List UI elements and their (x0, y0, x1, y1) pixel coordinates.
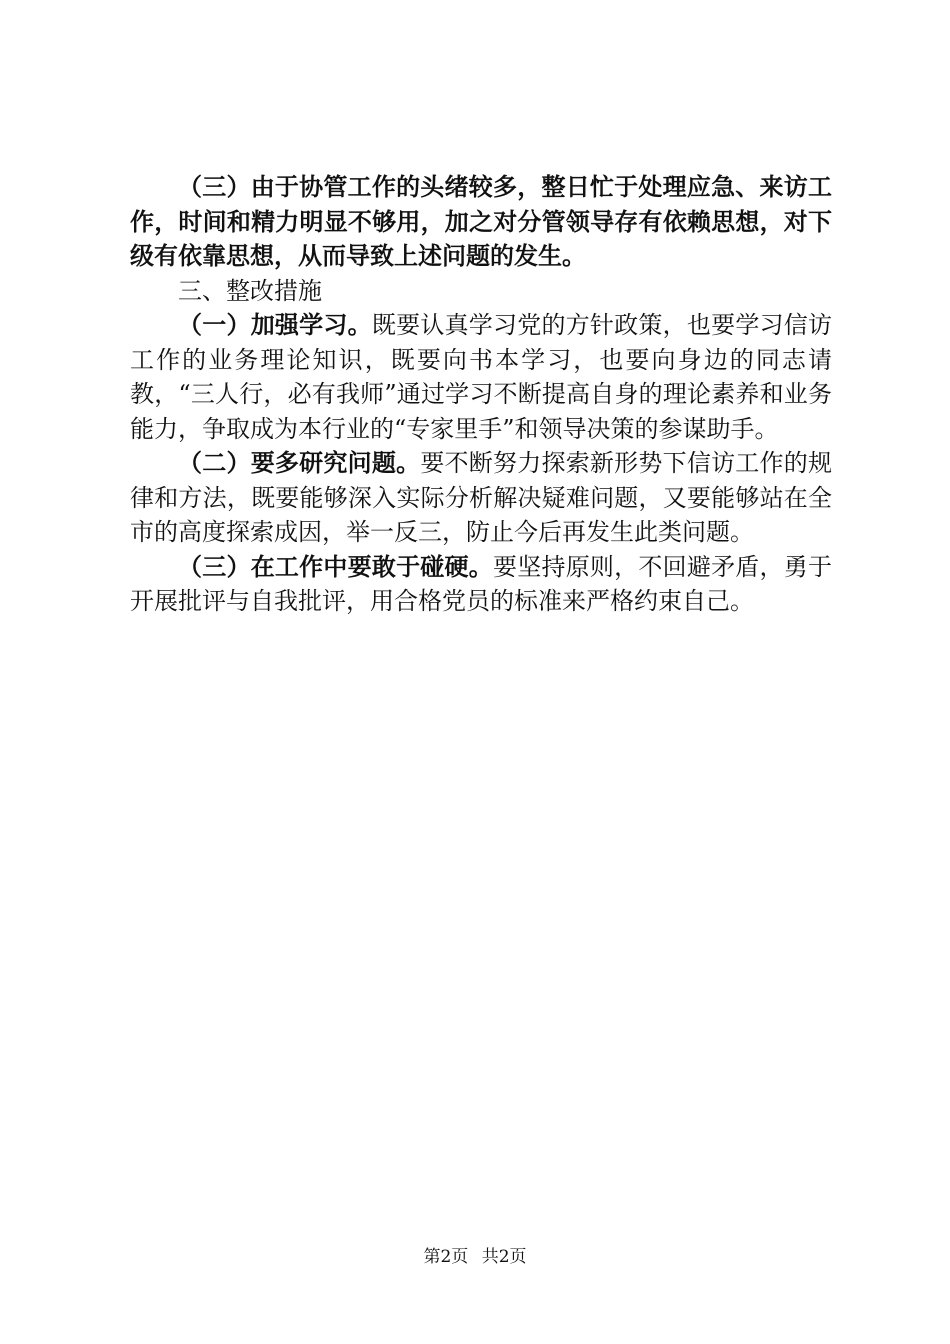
paragraph-text: （三）由于协管工作的头绪较多，整日忙于处理应急、来访工作，时间和精力明显不够用，加之对分管领导存有依赖思想，对下级有依靠思想，从而导致上述问题的发生。 (130, 173, 832, 270)
page-total: 共2页 (481, 1247, 527, 1267)
measure-text: 要不断努力探索新形势下信访工作的规律和方法，既要能够深入实际分析解决疑难问题，又要能够站在全市的高度探索成因，举一反三，防止今后再发生此类问题。 (130, 449, 833, 546)
page-footer (0, 1242, 950, 1267)
measure-lead: （三）在工作中要敢于碰硬。 (178, 552, 493, 581)
paragraph-measure-2 (130, 446, 832, 550)
page-number: 第2页 (423, 1247, 469, 1267)
section-heading (130, 274, 832, 309)
measure-text: 既要认真学习党的方针政策，也要学习信访工作的业务理论知识，既要向书本学习，也要向身边的同志请教，“三人行，必有我师”通过学习不断提高自身的理论素养和业务能力，争取成为本行业的“专家里手”和领导决策的参谋助手。 (130, 311, 833, 443)
section-heading-text: 三、整改措施 (178, 276, 322, 305)
measure-lead: （一）加强学习。 (178, 311, 372, 339)
paragraph-cause-3 (130, 170, 832, 274)
measure-lead: （二）要多研究问题。 (178, 449, 421, 477)
measure-text: 要坚持原则，不回避矛盾，勇于开展批评与自我批评，用合格党员的标准来严格约束自己。 (130, 552, 832, 615)
paragraph-measure-1 (130, 308, 832, 446)
paragraph-measure-3 (130, 550, 832, 619)
document-body (130, 170, 832, 619)
